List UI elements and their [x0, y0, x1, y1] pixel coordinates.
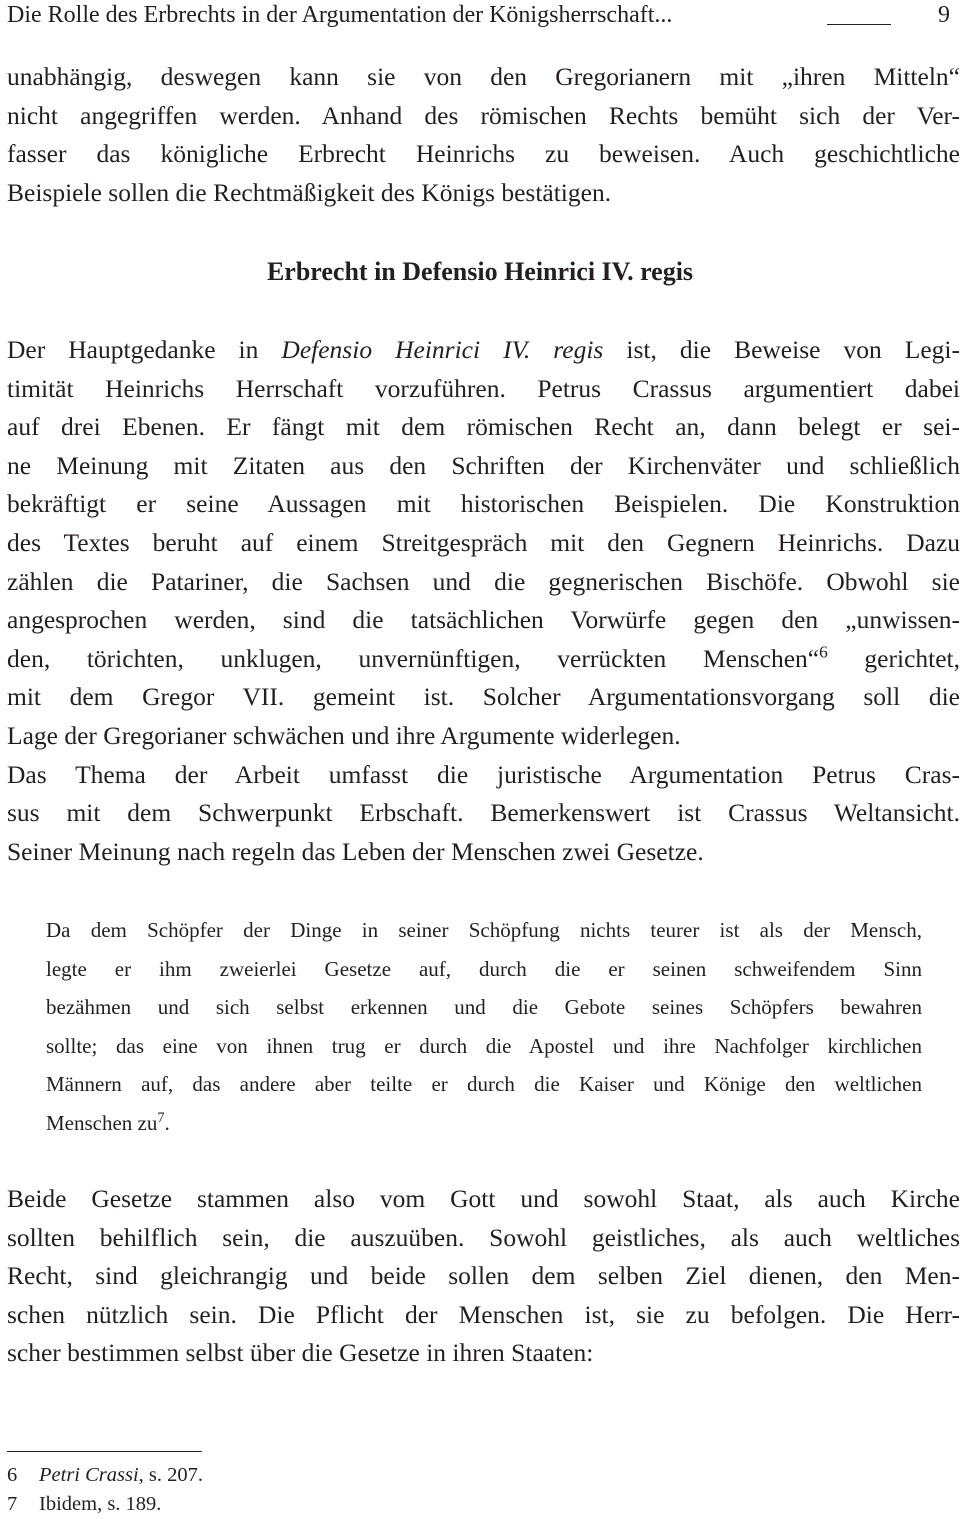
- text-line: zählen die Patariner, die Sachsen und die gegnerischen Bischöfe. Obwohl sie: [7, 566, 960, 596]
- text-line: Beispiele sollen die Rechtmäßigkeit des Königs bestätigen.: [7, 177, 612, 207]
- quote-line: bezähmen und sich selbst erkennen und die Gebote seines Schöpfers bewahren: [46, 995, 922, 1019]
- text-line: timität Heinrichs Herrschaft vorzuführen. Petrus Crassus argumentiert dabei: [7, 373, 960, 403]
- footnote-ref[interactable]: 6: [819, 642, 828, 662]
- text-line: schen nützlich sein. Die Pflicht der Menschen ist, sie zu befolgen. Die Herr-: [7, 1299, 960, 1329]
- footnote: [7, 1460, 203, 1490]
- body-paragraph: [7, 331, 960, 871]
- text-run: Der Hauptgedanke in: [7, 335, 282, 364]
- text-line: angesprochen werden, sind die tatsächlichen Vorwürfe gegen den „unwissen-: [7, 605, 960, 635]
- text-line: auf drei Ebenen. Er fängt mit dem römischen Recht an, dann belegt er sei-: [7, 412, 960, 442]
- footnote-italic: Petri Crassi: [39, 1464, 139, 1486]
- footnote: [7, 1489, 161, 1519]
- quote-line: legte er ihm zweierlei Gesetze auf, durch die er seinen schweifendem Sinn: [46, 956, 922, 981]
- text-run: .: [164, 1110, 170, 1135]
- text-line: nicht angegriffen werden. Anhand des römischen Rechts bemüht sich der Ver-: [7, 100, 960, 130]
- text-line: mit dem Gregor VII. gemeint ist. Solcher Argumentationsvorgang soll die: [7, 682, 960, 712]
- text-line: fasser das königliche Erbrecht Heinrichs zu beweisen. Auch geschichtliche: [7, 139, 960, 169]
- text-line: sus mit dem Schwerpunkt Erbschaft. Bemerkenswert ist Crassus Weltansicht.: [7, 798, 960, 828]
- footnote-ref[interactable]: 7: [157, 1109, 165, 1126]
- quote-line: sollte; das eine von ihnen trug er durch die Apostel und ihre Nachfolger kirchlichen: [46, 1033, 922, 1058]
- quote-line: Männern auf, das andere aber teilte er durch die Kaiser und Könige den weltlichen: [46, 1072, 922, 1096]
- footnote-number: 7: [7, 1493, 18, 1515]
- text-line: des Textes beruht auf einem Streitgespräch mit den Gegnern Heinrichs. Dazu: [7, 527, 960, 557]
- header-rule: [827, 24, 891, 25]
- text-run: den, törichten, unklugen, unvernünftigen, verrückten Menschen“: [7, 643, 820, 673]
- footnote-separator: [7, 1451, 202, 1452]
- text-run: gerichtet,: [827, 643, 960, 673]
- text-run: Menschen zu: [46, 1110, 158, 1135]
- block-quote: [46, 911, 922, 1142]
- text-line: [7, 331, 960, 370]
- text-line: ne Meinung mit Zitaten aus den Schriften der Kirchenväter und schließlich: [7, 450, 960, 480]
- footnote-text: , s. 207.: [138, 1464, 204, 1486]
- quote-line: [46, 1104, 922, 1143]
- footnote-number: 6: [7, 1464, 18, 1486]
- footnote-text: Ibidem, s. 189.: [39, 1493, 162, 1515]
- text-line: Das Thema der Arbeit umfasst die juristische Argumentation Petrus Cras-: [7, 759, 960, 789]
- running-header: [7, 2, 950, 30]
- text-line: unabhängig, deswegen kann sie von den Gregorianern mit „ihren Mitteln“: [7, 62, 960, 91]
- text-line: sollten behilflich sein, die auszuüben. Sowohl geistliches, als auch weltliches: [7, 1222, 960, 1252]
- text-run: ist, die Beweise von Legi-: [603, 335, 960, 364]
- page-number: 9: [938, 2, 950, 28]
- text-line: bekräftigt er seine Aussagen mit historischen Beispielen. Die Konstruktion: [7, 489, 960, 519]
- text-line: Recht, sind gleichrangig und beide sollen dem selben Ziel dienen, den Men-: [7, 1261, 960, 1291]
- quote-line: Da dem Schöpfer der Dinge in seiner Schöpfung nichts teurer ist als der Mensch,: [46, 918, 922, 942]
- text-line: scher bestimmen selbst über die Gesetze in ihren Staaten:: [7, 1338, 594, 1368]
- text-line: Beide Gesetze stammen also vom Gott und sowohl Staat, als auch Kirche: [7, 1184, 960, 1213]
- text-line: Seiner Meinung nach regeln das Leben der Menschen zwei Gesetze.: [7, 836, 704, 866]
- text-line: [7, 640, 960, 679]
- text-line: Lage der Gregorianer schwächen und ihre Argumente widerlegen.: [7, 720, 681, 750]
- intro-paragraph: [7, 58, 960, 212]
- closing-paragraph: [7, 1180, 960, 1373]
- italic-title: Defensio Heinrici IV. regis: [281, 335, 604, 364]
- section-heading: Erbrecht in Defensio Heinrici IV. regis: [266, 257, 694, 286]
- running-header-title: Die Rolle des Erbrechts in der Argumentation der Königsherrschaft...: [7, 2, 673, 28]
